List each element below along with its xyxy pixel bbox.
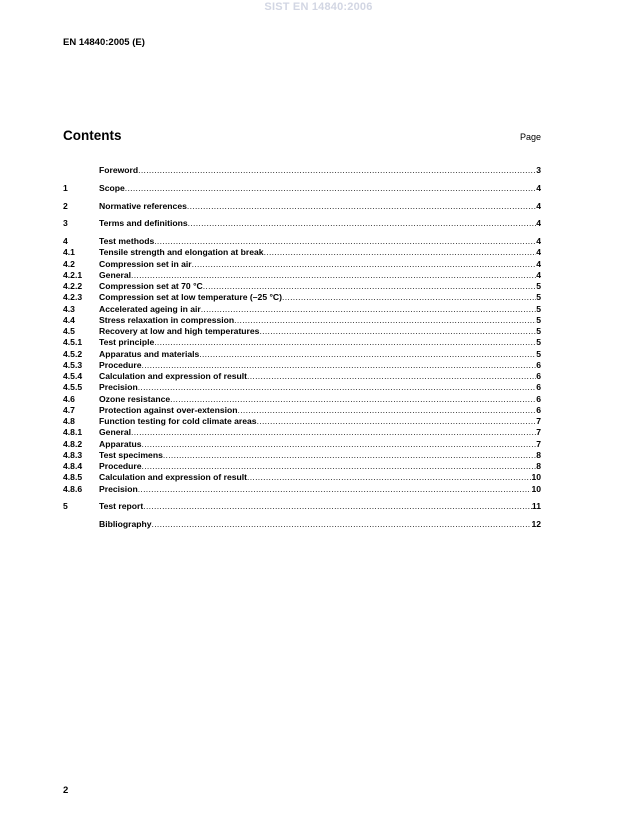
toc-entry[interactable] [63, 472, 541, 483]
toc-entry[interactable] [63, 519, 541, 530]
toc-entry[interactable] [63, 461, 541, 472]
toc-entry-number: 4.2 [63, 258, 75, 269]
toc-entry-number: 4.7 [63, 404, 75, 415]
dot-leader [138, 382, 537, 393]
dot-leader [264, 247, 537, 258]
toc-entry[interactable] [63, 259, 541, 270]
dot-leader [201, 304, 536, 315]
toc-entry-page: 5 [536, 303, 541, 314]
toc-entry-title: Calculation and expression of result [99, 371, 248, 381]
toc-entry-page: 6 [536, 404, 541, 415]
toc-entry-page: 3 [536, 165, 541, 175]
toc-entry-title: Test report [99, 501, 144, 512]
dot-leader [154, 337, 536, 348]
toc-entry[interactable] [63, 247, 541, 258]
toc-entry[interactable] [63, 427, 541, 438]
toc-entry-title: Calculation and expression of result [99, 472, 248, 483]
toc-entry-title: Test principle [99, 337, 155, 348]
toc-entry[interactable] [63, 405, 541, 416]
toc-entry[interactable] [63, 281, 541, 292]
toc-entry-page: 4 [536, 200, 541, 211]
dot-leader [238, 405, 537, 416]
toc-entry-page: 7 [536, 416, 541, 426]
toc-entry-page: 6 [536, 359, 541, 370]
toc-entry-title: Apparatus [99, 438, 142, 449]
toc-entry-page: 5 [536, 281, 541, 291]
toc-entry-title: Stress relaxation in compression [99, 314, 235, 325]
toc-entry-title: Normative references [99, 200, 187, 211]
toc-entry-title: Recovery at low and high temperatures [99, 326, 260, 336]
toc-entry[interactable] [63, 315, 541, 326]
dot-leader [257, 416, 537, 427]
toc-entry-page: 5 [536, 348, 541, 359]
toc-entry[interactable] [63, 201, 541, 212]
toc-entry-number: 4.8.4 [63, 461, 83, 471]
dot-leader [142, 439, 537, 450]
toc-entry-title: Procedure [99, 461, 142, 471]
dot-leader [142, 360, 537, 371]
toc-entry-title: Test specimens [99, 449, 163, 460]
toc-entry[interactable] [63, 183, 541, 194]
toc-entry-number: 4.5.1 [63, 337, 83, 348]
toc-entry-title: Precision [99, 483, 138, 494]
toc-entry[interactable] [63, 304, 541, 315]
toc-entry-page: 4 [536, 182, 541, 193]
toc-entry-number: 4.5.5 [63, 382, 83, 393]
toc-entry[interactable] [63, 371, 541, 382]
toc-entry-title: Scope [99, 182, 125, 193]
toc-entry-number: 4.1 [63, 247, 75, 258]
toc-entry-title: Tensile strength and elongation at break [99, 247, 264, 258]
toc-entry[interactable] [63, 382, 541, 393]
toc-entry-page: 5 [536, 292, 541, 303]
toc-entry-title: Ozone resistance [99, 393, 171, 404]
toc-entry-page: 8 [536, 449, 541, 460]
toc-entry-page: 4 [536, 247, 541, 258]
dot-leader [259, 326, 536, 337]
toc-entry-number: 4.2.3 [63, 292, 83, 303]
toc-entry[interactable] [63, 416, 541, 427]
toc-entry-page: 6 [536, 371, 541, 381]
dot-leader [187, 201, 536, 212]
toc-entry[interactable] [63, 326, 541, 337]
toc-entry-number: 4.5.4 [63, 371, 83, 381]
dot-leader [163, 450, 536, 461]
toc-entry-page: 4 [536, 236, 541, 246]
toc-entry-title: Compression set at 70 °C [99, 281, 203, 291]
toc-entry-page: 8 [536, 461, 541, 471]
toc-entry-page: 6 [536, 393, 541, 404]
toc-entry-page: 10 [531, 483, 541, 494]
toc-entry-number: 4.8.1 [63, 427, 83, 438]
toc-entry-number: 4 [63, 236, 68, 246]
toc-entry[interactable] [63, 292, 541, 303]
table-of-contents [63, 165, 541, 530]
toc-entry-page: 7 [536, 438, 541, 449]
document-id: EN 14840:2005 (E) [63, 37, 145, 48]
dot-leader [131, 270, 536, 281]
toc-entry-title: Compression set at low temperature (–25 °C) [99, 292, 282, 303]
toc-entry[interactable] [63, 236, 541, 247]
toc-entry-title: Compression set in air [99, 258, 192, 269]
toc-entry-page: 5 [536, 326, 541, 336]
toc-entry-title: Terms and definitions [99, 218, 188, 229]
toc-entry[interactable] [63, 501, 541, 512]
toc-entry[interactable] [63, 165, 541, 176]
dot-leader [282, 292, 536, 303]
toc-entry-page: 10 [531, 472, 541, 483]
toc-entry-page: 4 [536, 258, 541, 269]
toc-entry[interactable] [63, 270, 541, 281]
toc-entry-page: 5 [536, 337, 541, 348]
toc-entry-number: 1 [63, 182, 68, 193]
toc-entry[interactable] [63, 394, 541, 405]
toc-entry-title: Function testing for cold climate areas [99, 416, 257, 426]
dot-leader [170, 394, 536, 405]
dot-leader [203, 281, 536, 292]
toc-entry-page: 12 [531, 519, 541, 529]
toc-entry-page: 7 [536, 427, 541, 438]
dot-leader [138, 165, 536, 176]
dot-leader [125, 183, 536, 194]
toc-entry-page: 4 [536, 218, 541, 229]
toc-entry-number: 4.4 [63, 314, 75, 325]
toc-entry-title: General [99, 427, 132, 438]
toc-entry-title: Precision [99, 382, 138, 393]
toc-entry-title: Bibliography [99, 519, 152, 529]
toc-entry-number: 4.8.6 [63, 483, 83, 494]
contents-heading: Contents [63, 128, 122, 143]
toc-entry-title: General [99, 269, 132, 280]
toc-entry-number: 4.3 [63, 303, 75, 314]
page-column-label: Page [519, 132, 541, 142]
dot-leader [247, 472, 531, 483]
toc-entry[interactable] [63, 450, 541, 461]
toc-entry-number: 4.8.5 [63, 472, 83, 483]
page-number: 2 [63, 785, 69, 796]
toc-entry[interactable] [63, 337, 541, 348]
toc-entry-page: 11 [531, 501, 541, 512]
toc-entry-page: 6 [536, 382, 541, 393]
toc-entry-number: 4.5 [63, 326, 75, 336]
dot-leader [138, 484, 532, 495]
toc-entry-title: Accelerated ageing in air [99, 303, 201, 314]
toc-entry-number: 4.6 [63, 393, 75, 404]
dot-leader [143, 501, 532, 512]
toc-entry-title: Apparatus and materials [99, 348, 200, 359]
toc-entry[interactable] [63, 360, 541, 371]
toc-entry-title: Protection against over-extension [99, 404, 238, 415]
dot-leader [188, 218, 537, 229]
toc-entry-title: Procedure [99, 359, 142, 370]
toc-entry-number: 3 [63, 218, 68, 229]
dot-leader [152, 519, 532, 530]
toc-entry-page: 5 [536, 314, 541, 325]
toc-entry[interactable] [63, 218, 541, 229]
toc-entry-page: 4 [536, 269, 541, 280]
toc-entry[interactable] [63, 349, 541, 360]
dot-leader [142, 461, 537, 472]
toc-entry-number: 4.5.3 [63, 359, 83, 370]
watermark: SIST EN 14840:2006 [264, 1, 373, 13]
toc-entry-number: 4.2.2 [63, 281, 83, 291]
dot-leader [131, 427, 536, 438]
dot-leader [154, 236, 536, 247]
dot-leader [192, 259, 537, 270]
dot-leader [234, 315, 536, 326]
toc-entry-number: 4.5.2 [63, 348, 83, 359]
dot-leader [199, 349, 536, 360]
toc-entry-number: 4.8.2 [63, 438, 83, 449]
toc-entry-title: Foreword [99, 165, 139, 175]
toc-entry[interactable] [63, 439, 541, 450]
toc-entry-number: 5 [63, 501, 68, 512]
toc-entry[interactable] [63, 484, 541, 495]
toc-entry-number: 4.8 [63, 416, 75, 426]
toc-entry-number: 4.2.1 [63, 269, 83, 280]
dot-leader [247, 371, 536, 382]
toc-entry-number: 4.8.3 [63, 449, 83, 460]
toc-entry-number: 2 [63, 200, 68, 211]
toc-entry-title: Test methods [99, 236, 155, 246]
